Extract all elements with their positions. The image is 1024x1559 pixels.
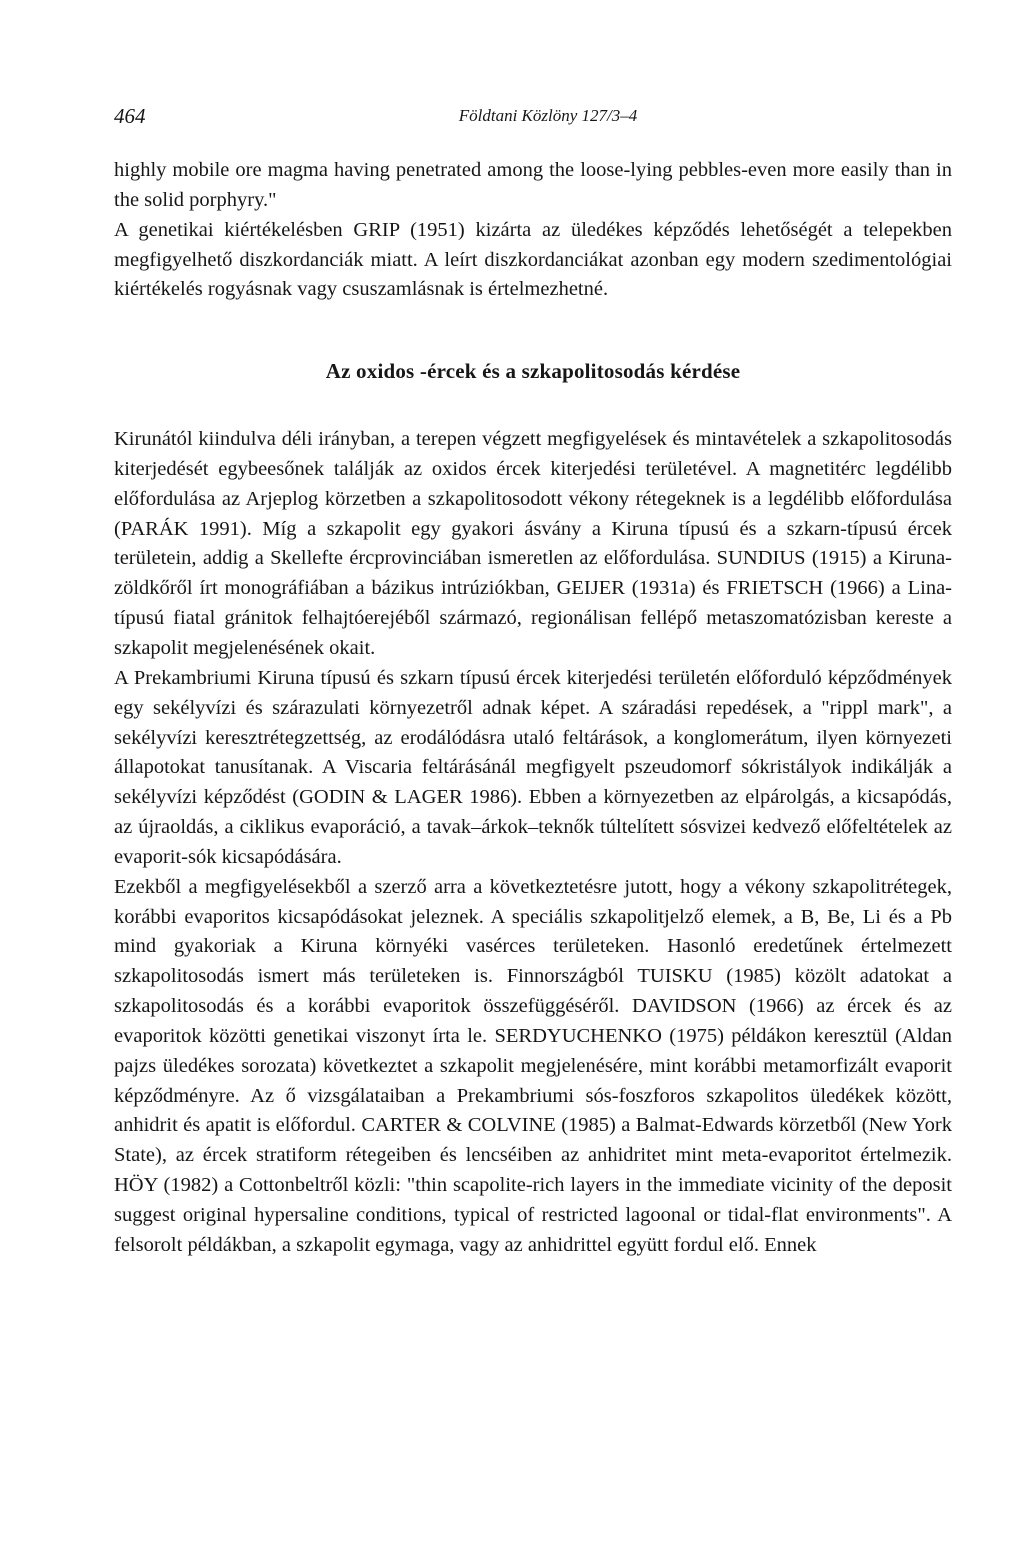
page-number: 464	[114, 104, 146, 128]
paragraph-scapolite-extent: Kirunától kiindulva déli irányban, a terepen végzett megfigyelések és mintavételek a szkapolitosodás kiterjedését egybeesőnek találják az oxidos ércek kiterjedési területével. A magnetitérc legdélibb előfordulása az Arjeplog körzetben a szkapolitosodott vékony rétegeknek is a legdélibb előfordulása (PARÁK 1991). Míg a szkapolit egy gyakori ásvány a Kiruna típusú és a szkarn-típusú ércek területein, addig a Skellefte ércprovinciában ismeretlen az előfordulása. SUNDIUS (1915) a Kiruna-zöldkőről írt monográfiában a bázikus intrúziókban, GEIJER (1931a) és FRIETSCH (1966) a Lina-típusú fiatal gránitok felhajtóerejéből származó, regionálisan fellépő metaszomatózisban kereste a szkapolit megjelenésének okait.	[114, 428, 952, 659]
page-header	[114, 104, 954, 134]
section-heading: Az oxidos -ércek és a szkapolitosodás kérdése	[325, 359, 741, 384]
paragraph-conclusions: Ezekből a megfigyelésekből a szerző arra a következtetésre jutott, hogy a vékony szkapolitrétegek, korábbi evaporitos kicsapódásokat jeleznek. A speciális szkapolitjelző elemek, a B, Be, Li és a Pb mind gyakoriak a Kiruna környéki vasérces területeken. Hasonló eredetűnek értelmezett szkapolitosodás ismert más területeken is. Finnországból TUISKU (1985) közölt adatokat a szkapolitosodás és a korábbi evaporitok összefüggéséről. DAVIDSON (1966) az ércek és az evaporitok közötti genetikai viszonyt írta le. SERDYUCHENKO (1975) példákon keresztül (Aldan pajzs üledékes sorozata) következtet a szkapolit megjelenésére, mint korábbi metamorfizált evaporit képződményre. Az ő vizsgálataiban a Prekambriumi sós-foszforos szkapolitos üledékek között, anhidrit és apatit is előfordul. CARTER & COLVINE (1985) a Balmat-Edwards körzetből (New York State), az ércek stratiform rétegeiben és lencséiben az anhidritet mint meta-evaporitot értelmezik. HÖY (1982) a Cottonbeltről közli: "thin scapolite-rich layers in the immediate vicinity of the deposit suggest original hypersaline conditions, typical of restricted lagoonal or tidal-flat environments". A felsorolt példákban, a szkapolit egymaga, vagy az anhidrittel együtt fordul elő. Ennek	[114, 875, 952, 1256]
body-text	[114, 156, 952, 1261]
paragraph-quote-continuation: highly mobile ore magma having penetrated among the loose-lying pebbles-even more easily than in the solid porphyry."	[114, 159, 952, 211]
journal-title: Földtani Közlöny 127/3–4	[458, 106, 638, 125]
paragraph-genetic-evaluation: A genetikai kiértékelésben GRIP (1951) kizárta az üledékes képződés lehetőségét a telepekben megfigyelhető diszkordanciák miatt. A leírt diszkordanciákat azonban egy modern szedimentológiai kiértékelés rogyásnak vagy csuszamlásnak is értelmezhetné.	[114, 218, 952, 301]
paragraph-environment: A Prekambriumi Kiruna típusú és szkarn típusú ércek kiterjedési területén előforduló képződmények egy sekélyvízi és szárazulati környezetről adnak képet. A száradási repedések, a "rippl mark", a sekélyvízi keresztrétegzettség, az erodálódásra utaló feltárások, a konglomerátum, ilyen környezeti állapotokat tanusítanak. A Viscaria feltárásánál megfigyelt pszeudomorf sókristályok indikálják a sekélyvízi képződést (GODIN & LAGER 1986). Ebben a környezetben az elpárolgás, a kicsapódás, az újraoldás, a ciklikus evaporáció, a tavak–árkok–teknők túltelített sósvizei kedvező előfeltételek az evaporit-sók kicsapódására.	[114, 666, 952, 868]
